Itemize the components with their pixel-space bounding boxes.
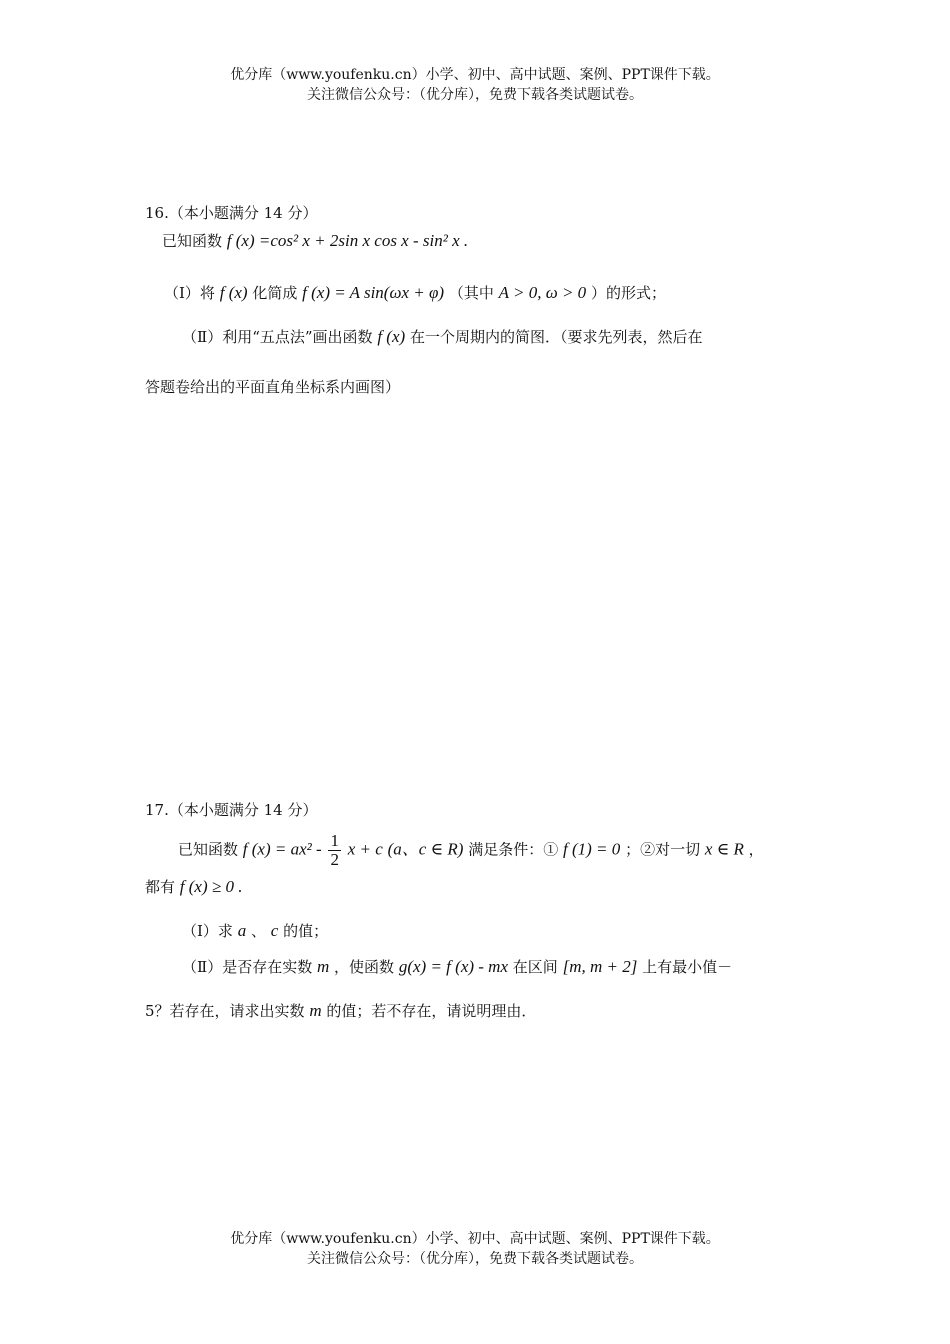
q17-frac-den: 2 <box>330 850 339 869</box>
q17-cond-end: ， <box>748 840 764 859</box>
q17-p2-g: g(x) = f (x) - mx <box>398 957 509 976</box>
q16-p2-fx: f (x) <box>377 327 406 346</box>
q17-p2-interval: [m, m + 2] <box>562 957 638 976</box>
q17-line2-label: 都有 <box>145 878 176 896</box>
q17-p2-line2a: 5？若存在，请求出实数 <box>145 1002 305 1020</box>
q17-fraction <box>328 832 341 869</box>
q17-p1-label: （Ⅰ）求 <box>182 922 233 940</box>
q17-p2-m: m <box>316 957 330 976</box>
q17-p1-sep: 、 <box>251 922 267 940</box>
q17-part1 <box>182 920 328 941</box>
q17-cond-label: 满足条件：① <box>468 840 559 859</box>
q17-p2-line2b: 的值；若不存在，请说明理由． <box>326 1002 537 1020</box>
q16-p1-cond: A > 0, ω > 0 <box>498 283 587 302</box>
q16-p1-label: （Ⅰ）将 <box>164 284 215 302</box>
q16-p1-paren-open: （其中 <box>448 284 494 302</box>
q17-given <box>178 832 764 869</box>
q16-p1-form: f (x) = A sin(ωx + φ) <box>302 283 445 302</box>
header-line-1: 优分库（www.youfenku.cn）小学、初中、高中试题、案例、PPT课件下载。 <box>230 67 720 83</box>
q16-title: 16.（本小题满分 14 分） <box>145 204 318 222</box>
q16-given-expr: f (x) =cos² x + 2sin x cos x - sin² x . <box>226 231 469 250</box>
q16-part1 <box>164 282 666 303</box>
q17-cond-sep: ；②对一切 <box>625 840 701 859</box>
q17-p2-mid: ，使函数 <box>334 958 395 976</box>
q17-line2 <box>145 876 242 897</box>
q16-part2 <box>182 326 702 347</box>
q16-p2-label: （Ⅱ）利用“五点法”画出函数 <box>182 328 373 346</box>
q17-p2-line2m: m <box>309 1001 322 1020</box>
q17-p2-mid2: 在区间 <box>512 958 558 976</box>
q17-line2-expr: f (x) ≥ 0 . <box>179 877 243 896</box>
q16-p1-fx: f (x) <box>219 283 248 302</box>
q17-p1-tail: 的值； <box>283 922 329 940</box>
footer-line-1: 优分库（www.youfenku.cn）小学、初中、高中试题、案例、PPT课件下载。 <box>230 1231 720 1247</box>
q17-p2-tail: 上有最小值－ <box>642 958 733 976</box>
q17-p1-a: a <box>237 921 247 940</box>
q16-part2-line2: 答题卷给出的平面直角坐标系内画图） <box>145 378 401 396</box>
q17-cond1: f (1) = 0 <box>563 839 621 859</box>
q17-cond2: x ∈ R <box>704 839 744 859</box>
q17-p1-c: c <box>270 921 279 940</box>
header-line-2: 关注微信公众号：（优分库），免费下载各类试题试卷。 <box>307 87 643 103</box>
q17-p2-label: （Ⅱ）是否存在实数 <box>182 958 313 976</box>
q17-given-label: 已知函数 <box>178 840 239 859</box>
q16-p2-tail: 在一个周期内的简图．（要求先列表，然后在 <box>409 328 703 346</box>
q17-frac-num: 1 <box>330 831 339 850</box>
q17-given-expr-a: f (x) = ax² - <box>242 839 322 859</box>
q17-part2 <box>182 956 732 977</box>
q17-title: 17.（本小题满分 14 分） <box>145 801 318 819</box>
q16-p1-tail: ）的形式； <box>590 284 666 302</box>
footer-line-2: 关注微信公众号：（优分库），免费下载各类试题试卷。 <box>307 1251 643 1267</box>
q16-given <box>162 230 468 251</box>
q16-given-label: 已知函数 <box>162 232 223 250</box>
q17-part2-line2 <box>145 1000 536 1021</box>
q16-p1-mid: 化简成 <box>252 284 298 302</box>
q17-given-domain: (a、c ∈ R) <box>387 839 464 859</box>
q17-given-expr-b: x + c <box>347 839 383 859</box>
